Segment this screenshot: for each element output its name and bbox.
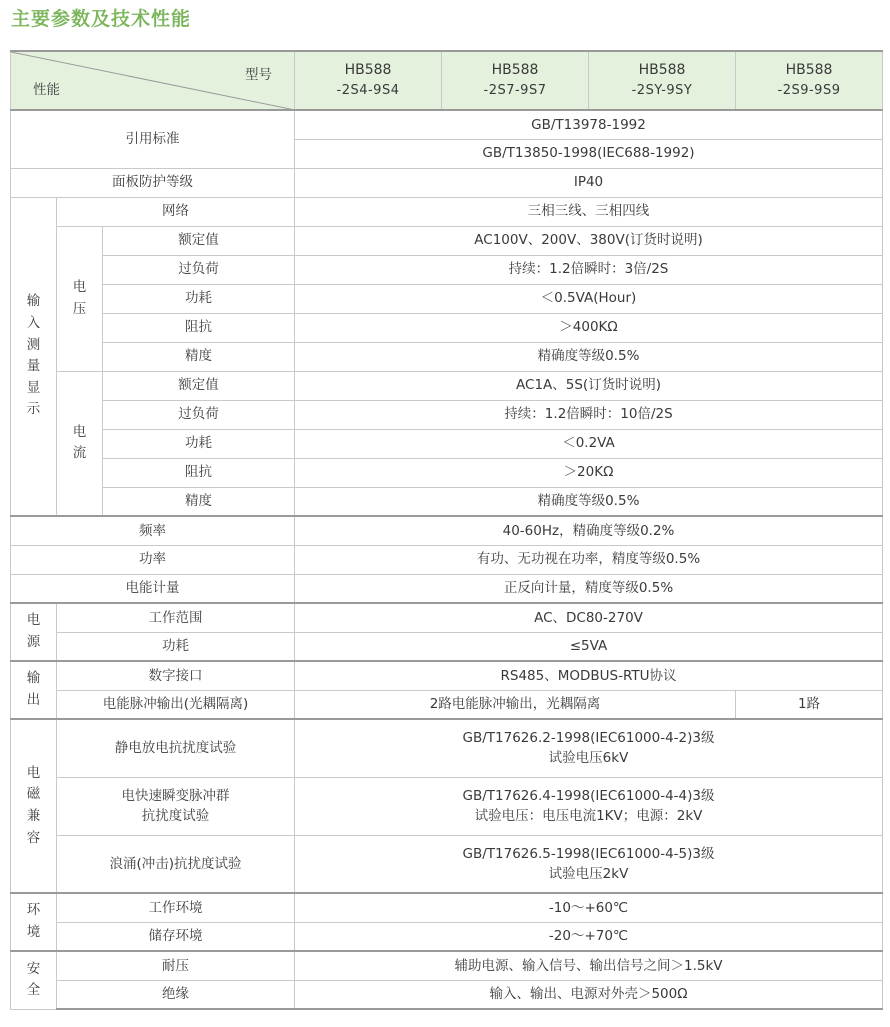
model-suffix: -2S4-9S4 [336,83,400,99]
panel-label: 面板防护等级 [11,168,295,197]
model-name: HB588 [491,62,539,79]
environment-working-label: 工作环境 [57,893,295,922]
row-label: 阻抗 [103,313,295,342]
safety-group-label [11,951,57,1009]
frequency-row [11,516,883,545]
page-title: 主要参数及技术性能 [11,8,192,30]
current-row [11,458,883,487]
environment-group-label [11,893,57,951]
model-suffix: -2S7-9S7 [483,83,547,99]
vertical-text: 电源 [26,612,41,650]
row-value: ＜0.2VA [295,429,883,458]
supply-consumption-row [11,632,883,661]
supply-group-label [11,603,57,661]
row-label: 过负荷 [103,255,295,284]
network-label: 网络 [57,197,295,226]
emc-eft-label [57,777,295,835]
vertical-text: 电压 [72,278,87,317]
output-digital-value: RS485、MODBUS-RTU协议 [295,661,883,690]
row-value: AC100V、200V、380V(订货时说明) [295,226,883,255]
row-value: 精确度等级0.5% [295,342,883,371]
network-value: 三相三线、三相四线 [295,197,883,226]
safety-voltage-label: 耐压 [57,951,295,980]
output-pulse-row [11,690,883,719]
emc-esd-row [11,719,883,777]
header-corner-cell [11,51,295,110]
row-label: 精度 [103,487,295,516]
row-value: ＜0.5VA(Hour) [295,284,883,313]
header-row [11,51,883,110]
supply-range-label: 工作范围 [57,603,295,632]
vertical-text: 电磁兼容 [26,764,41,846]
safety-voltage-value: 辅助电源、输入信号、输出信号之间＞1.5kV [295,951,883,980]
model-header-s7 [442,51,589,110]
vertical-text: 安全 [26,960,41,999]
environment-storage-value: -20～+70℃ [295,922,883,951]
output-pulse-label: 电能脉冲输出(光耦隔离) [57,690,295,719]
model-suffix: -2SY-9SY [631,83,693,99]
frequency-value: 40-60Hz，精确度等级0.2% [295,516,883,545]
emc-eft-row [11,777,883,835]
output-digital-row [11,661,883,690]
environment-storage-label: 储存环境 [57,922,295,951]
environment-storage-row [11,922,883,951]
safety-voltage-row [11,951,883,980]
row-label: 功耗 [103,284,295,313]
power-value: 有功、无功视在功率，精度等级0.5% [295,545,883,574]
row-label: 功耗 [103,429,295,458]
model-name: HB588 [344,62,392,79]
value-line: 试验电压6kV [548,750,629,767]
row-label: 精度 [103,342,295,371]
row-value: 精确度等级0.5% [295,487,883,516]
supply-range-row [11,603,883,632]
vertical-text: 环境 [26,902,41,940]
row-label: 阻抗 [103,458,295,487]
standard-value-1: GB/T13978-1992 [295,110,883,139]
value-line: GB/T17626.5-1998(IEC61000-4-5)3级 [462,845,715,862]
model-header-s9 [736,51,883,110]
spec-table [10,50,883,1010]
standard-row [11,110,883,139]
row-value: ＞20KΩ [295,458,883,487]
safety-insulation-row [11,980,883,1009]
current-group-label [57,371,103,516]
supply-range-value: AC、DC80-270V [295,603,883,632]
voltage-row [11,284,883,313]
row-label: 过负荷 [103,400,295,429]
model-header-sy [589,51,736,110]
label-line: 抗扰度试验 [141,808,210,824]
row-label: 额定值 [103,226,295,255]
network-row [11,197,883,226]
output-pulse-value-s9: 1路 [736,690,883,719]
power-label: 功率 [11,545,295,574]
output-group-label [11,661,57,719]
energy-row [11,574,883,603]
vertical-text: 电流 [72,423,87,462]
vertical-text: 输入测量显示 [26,293,41,418]
power-row [11,545,883,574]
current-row [11,487,883,516]
current-row [11,429,883,458]
value-line: 试验电压2kV [548,865,629,882]
value-line: GB/T17626.2-1998(IEC61000-4-2)3级 [462,730,715,746]
model-suffix: -2S9-9S9 [777,83,841,99]
safety-insulation-value: 输入、输出、电源对外壳＞500Ω [295,980,883,1009]
voltage-group-label [57,226,103,371]
current-row [11,400,883,429]
value-line: GB/T17626.4-1998(IEC61000-4-4)3级 [462,787,715,804]
supply-consumption-label: 功耗 [57,632,295,661]
current-row [11,371,883,400]
environment-working-value: -10～+60℃ [295,893,883,922]
vertical-text: 输出 [26,670,41,708]
voltage-row [11,255,883,284]
voltage-row [11,342,883,371]
panel-value: IP40 [295,168,883,197]
model-header-s4 [295,51,442,110]
row-value: AC1A、5S(订货时说明) [295,371,883,400]
frequency-label: 频率 [11,516,295,545]
label-line: 电快速瞬变脉冲群 [121,787,230,804]
supply-consumption-value: ≤5VA [295,632,883,661]
standard-value-2: GB/T13850-1998(IEC688-1992) [295,139,883,168]
emc-esd-label: 静电放电抗扰度试验 [57,719,295,777]
model-name: HB588 [638,62,686,79]
voltage-row [11,313,883,342]
row-value: 持续：1.2倍瞬时：3倍/2S [295,255,883,284]
panel-row [11,168,883,197]
emc-esd-value [295,719,883,777]
emc-eft-value [295,777,883,835]
corner-performance-label: 性能 [33,82,60,98]
value-line: 试验电压：电压电流1KV；电源：2kV [474,808,703,824]
energy-value: 正反向计量，精度等级0.5% [295,574,883,603]
output-digital-label: 数字接口 [57,661,295,690]
row-value: 持续：1.2倍瞬时：10倍/2S [295,400,883,429]
energy-label: 电能计量 [11,574,295,603]
input-group-label [11,197,57,516]
environment-working-row [11,893,883,922]
voltage-row [11,226,883,255]
output-pulse-value: 2路电能脉冲输出，光耦隔离 [295,690,736,719]
emc-surge-value [295,835,883,893]
emc-surge-label: 浪涌(冲击)抗扰度试验 [57,835,295,893]
corner-model-label: 型号 [245,67,272,83]
emc-group-label [11,719,57,893]
safety-insulation-label: 绝缘 [57,980,295,1009]
emc-surge-row [11,835,883,893]
model-name: HB588 [785,62,833,79]
row-value: ＞400KΩ [295,313,883,342]
standard-label: 引用标准 [11,110,295,168]
row-label: 额定值 [103,371,295,400]
